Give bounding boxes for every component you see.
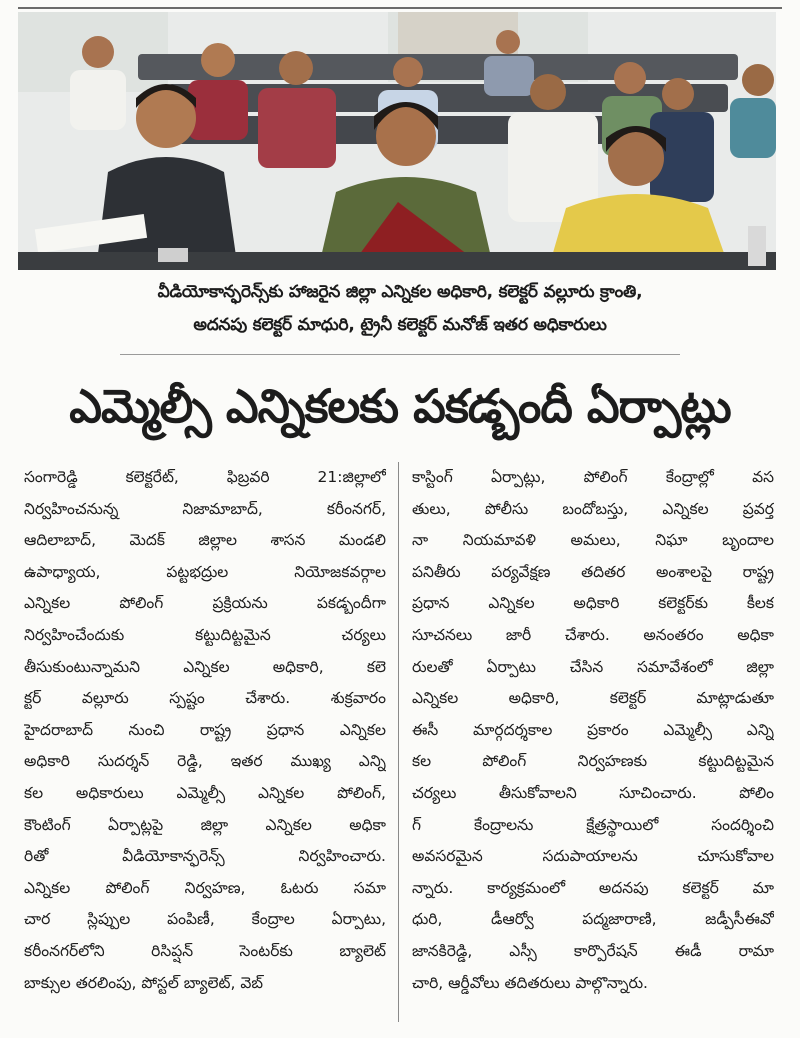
top-rule xyxy=(18,7,782,9)
article-right-line: కాస్టింగ్ ఏర్పాట్లు, పోలింగ్ కేంద్రాల్లో వస xyxy=(412,468,774,486)
article-left-line: కరీంనగర్‌లోని రిసిప్షన్ సెంటర్‌కు బ్యాలెట్ xyxy=(24,941,386,960)
article-left-line: రితో వీడియోకాన్ఫరెన్స్ నిర్వహించారు. xyxy=(24,847,386,866)
article-right-line: ధురి, డీఆర్వో పద్మజారాణి, జడ్పీసీఈవో xyxy=(412,910,774,929)
photo-person-back-7 xyxy=(614,62,646,94)
article-right-line: చారి, ఆర్డీవోలు తదితరులు పాల్గొన్నారు. xyxy=(412,973,648,992)
column-divider xyxy=(398,462,399,1022)
photo-table xyxy=(18,252,776,270)
meeting-photo xyxy=(18,12,776,270)
headline: ఎమ్మెల్సీ ఎన్నికలకు పకడ్బందీ ఏర్పాట్లు xyxy=(69,379,731,433)
article-left-line: అధికారి సుదర్శన్ రెడ్డి, ఇతర ముఖ్య ఎన్ని xyxy=(24,752,386,771)
photo-caption-line-1: వీడియోకాన్ఫరెన్స్‌కు హాజరైన జిల్లా ఎన్నికల అధికారి, కలెక్టర్ వల్లూరు క్రాంతి, xyxy=(157,282,643,302)
article-right-line: ఎన్నికల అధికారి, కలెక్టర్ మాట్లాడుతూ xyxy=(412,689,774,708)
article-left-line: బాక్సుల తరలింపు, పోస్టల్ బ్యాలెట్, వెబ్ xyxy=(24,973,263,992)
video-conference-photo-icon xyxy=(18,12,776,270)
article-right-line: కల పోలింగ్ నిర్వహణకు కట్టుదిట్టమైన xyxy=(412,752,774,771)
article-right-line: రులతో ఏర్పాటు చేసిన సమావేశంలో జిల్లా xyxy=(412,657,774,676)
article-right-line: నా నియమావళి అమలు, నిఘా బృందాల xyxy=(412,531,774,550)
article-left-line: ఆదిలాబాద్, మెదక్ జిల్లాల శాసన మండలి xyxy=(24,531,386,550)
article-left-line: తీసుకుంటున్నామని ఎన్నికల అధికారి, కలె xyxy=(24,657,386,676)
article-left-line: నిర్వహించేందుకు కట్టుదిట్టమైన చర్యలు xyxy=(24,625,386,644)
photo-person-back-1 xyxy=(82,36,114,68)
photo-person-back-5 xyxy=(496,30,520,54)
photo-person-back-9 xyxy=(742,64,774,96)
photo-person-back-3 xyxy=(279,51,313,85)
photo-caption-line-2: అదనపు కలెక్టర్ మాధురి, ట్రైనీ కలెక్టర్ మనోజ్ ఇతర అధికారులు xyxy=(193,315,607,335)
article-right-line: అవసరమైన సదుపాయాలను చూసుకోవాల xyxy=(412,847,774,866)
article-right-line: ఈసీ మార్గదర్శకాల ప్రకారం ఎమ్మెల్సీ ఎన్ని xyxy=(412,720,774,739)
article-column-right xyxy=(412,462,774,1032)
article-right-line: గ్ కేంద్రాలను క్షేత్రస్థాయిలో సందర్శించి xyxy=(412,815,774,834)
article-right-line: ప్రధాన ఎన్నికల అధికారి కలెక్టర్‌కు కీలక xyxy=(412,594,774,613)
caption-divider xyxy=(120,354,680,355)
article-right-line: న్నారు. కార్యక్రమంలో అదనపు కలెక్టర్ మా xyxy=(412,878,774,897)
article-left-line: ఎన్నికల పోలింగ్ ప్రక్రియను పకడ్బందీగా xyxy=(24,594,386,613)
article-right-line: చర్యలు తీసుకోవాలని సూచించారు. పోలిం xyxy=(412,783,774,802)
article-left-line: ఉపాధ్యాయ, పట్టభద్రుల నియోజకవర్గాల xyxy=(24,562,386,581)
article-left-line: హైదరాబాద్ నుంచి రాష్ట్ర ప్రధాన ఎన్నికల xyxy=(24,720,386,739)
article-column-left xyxy=(24,462,386,1032)
photo-person-back-6 xyxy=(530,74,566,110)
article-left-line: కౌంటింగ్ ఏర్పాట్లపై జిల్లా ఎన్నికల అధికా xyxy=(24,815,386,834)
photo-person-back-2 xyxy=(201,43,235,77)
article-right-line: పనితీరు పర్యవేక్షణ తదితర అంశాలపై రాష్ట్ర xyxy=(412,562,774,581)
article-left-line: చార స్లిప్పుల పంపిణీ, కేంద్రాల ఏర్పాటు, xyxy=(24,910,386,929)
article-left-line: కల అధికారులు ఎమ్మెల్సీ ఎన్నికల పోలింగ్, xyxy=(24,783,386,802)
photo-person-back-4 xyxy=(393,57,423,87)
article-left-line: క్టర్ వల్లూరు స్పష్టం చేశారు. శుక్రవారం xyxy=(24,689,386,708)
article-left-line: సంగారెడ్డి కలెక్టరేట్, ఫిబ్రవరి 21:జిల్లాలో xyxy=(24,468,386,486)
article-right-line: సూచనలు జారీ చేశారు. అనంతరం అధికా xyxy=(412,625,774,644)
article-right-line: జానకిరెడ్డి, ఎస్సీ కార్పొరేషన్ ఈడీ రామా xyxy=(412,941,774,960)
photo-caption xyxy=(18,276,782,342)
photo-person-back-8 xyxy=(662,78,694,110)
article-right-line: తులు, పోలీసు బందోబస్తు, ఎన్నికల ప్రవర్త xyxy=(412,499,774,518)
article-left-line: ఎన్నికల పోలింగ్ నిర్వహణ, ఓటరు సమా xyxy=(24,878,386,897)
article-left-line: నిర్వహించనున్న నిజామాబాద్, కరీంనగర్, xyxy=(24,499,386,518)
